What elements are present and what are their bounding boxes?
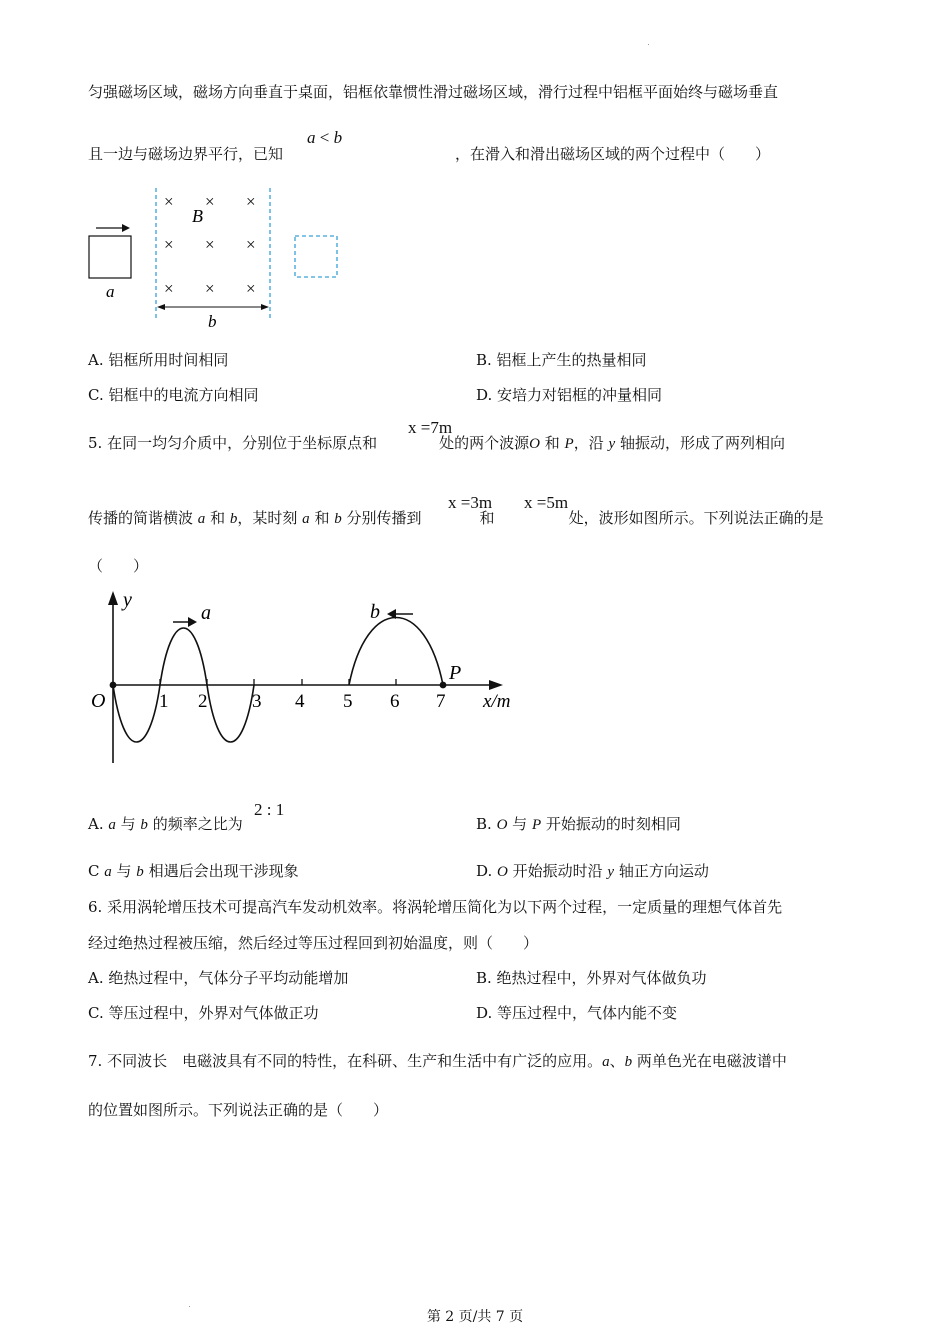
var-a: a (602, 1054, 610, 1070)
q4-stem-text: 且一边与磁场边界平行，已知 (88, 145, 284, 163)
field-cross: × (246, 279, 256, 298)
q5-text: 轴振动，形成了两列相向 (619, 434, 785, 452)
q5-text: 和 (479, 509, 495, 527)
q5-text: 传播的简谐横波 (88, 509, 194, 527)
var-P: P (564, 436, 574, 452)
wave-a-label: a (201, 602, 211, 624)
option-text: 开始振动时沿 (507, 862, 608, 880)
option-text: A. (88, 815, 109, 833)
speck (648, 44, 649, 45)
option-text: 轴正方向运动 (614, 862, 709, 880)
option-text: 与 (507, 815, 532, 833)
q4-option-c[interactable]: C. 铝框中的电流方向相同 (88, 386, 259, 404)
page-footer: 第 2 页/共 7 页 (426, 1309, 524, 1325)
tick-label-2: 2 (198, 691, 208, 712)
var-b: b (333, 128, 343, 147)
field-cross: × (164, 279, 174, 298)
q7-text: 、 (609, 1052, 625, 1070)
var-y: y (607, 864, 615, 880)
option-text: C (88, 862, 105, 880)
var-b: b (334, 511, 342, 527)
q6-stem-line2: 经过绝热过程被压缩，然后经过等压过程回到初始温度，则（ ） (88, 934, 539, 952)
tick-label-7: 7 (436, 691, 446, 712)
var-b: b (624, 1054, 633, 1070)
var-b: b (229, 511, 238, 527)
var-a: a (302, 511, 310, 527)
tick-label-4: 4 (295, 691, 305, 712)
x-axis-label: x/m (483, 691, 511, 712)
option-text: 的频率之比为 (147, 815, 243, 833)
tick-label-6: 6 (390, 691, 400, 712)
var-P: P (531, 817, 542, 833)
q7-stem-line1 (88, 1051, 787, 1072)
var-a: a (307, 128, 316, 147)
field-cross: × (205, 235, 215, 254)
q4-option-b[interactable]: B. 铝框上产生的热量相同 (476, 351, 647, 369)
q4-stem-line2 (88, 144, 770, 164)
field-cross: × (246, 192, 256, 211)
q5-text: 和 (210, 509, 226, 527)
field-cross: × (164, 192, 174, 211)
option-text: 开始振动的时刻相同 (541, 815, 681, 833)
frame-final-position (295, 236, 337, 277)
option-text: 与 (115, 815, 141, 833)
var-a: a (108, 817, 116, 833)
field-cross: × (205, 192, 215, 211)
field-cross: × (246, 235, 256, 254)
q5-ratio: 2 : 1 (254, 800, 285, 819)
q5-text: 处的两个波源 (439, 434, 530, 452)
var-O: O (497, 864, 508, 880)
q6-option-a[interactable]: A. 绝热过程中，气体分子平均动能增加 (88, 969, 349, 987)
unused-guide (349, 614, 443, 685)
q5-option-b[interactable] (476, 814, 681, 835)
label-a: a (106, 282, 115, 301)
q5-text: ，某时刻 (237, 509, 298, 527)
q5-wave-figure (85, 585, 530, 770)
q5-text: 分别传播到 (346, 509, 422, 527)
point-P-label: P (449, 662, 462, 684)
option-text: D. (476, 862, 498, 880)
label-b: b (208, 312, 217, 330)
var-y: y (608, 436, 616, 452)
q7-text: 7. 不同波长 电磁波具有不同的特性，在科研、生产和生活中有广泛的应用。 (88, 1052, 603, 1070)
q5-x7 (408, 418, 452, 438)
q5-stem-line3: （ ） (88, 557, 149, 575)
option-text: 相遇后会出现干涉现象 (143, 862, 299, 880)
q6-option-d[interactable]: D. 等压过程中，气体内能不变 (476, 1004, 678, 1022)
q5-text: 和 (544, 434, 560, 452)
var-O: O (496, 817, 508, 833)
var-a: a (104, 864, 112, 880)
wave-a-arrowhead (188, 617, 197, 627)
q6-option-b[interactable]: B. 绝热过程中，外界对气体做负功 (476, 969, 707, 987)
var-a: a (197, 511, 206, 527)
q4-option-d[interactable]: D. 安培力对铝框的冲量相同 (476, 386, 663, 404)
q4-condition (307, 128, 342, 148)
tick-label-3: 3 (252, 691, 262, 712)
q4-option-a[interactable]: A. 铝框所用时间相同 (88, 351, 229, 369)
less-than: < (315, 128, 334, 147)
q6-stem-line1: 6. 采用涡轮增压技术可提高汽车发动机效率。将涡轮增压简化为以下两个过程，一定质量的理想气体首先 (88, 898, 783, 916)
q5-option-c[interactable] (88, 861, 299, 882)
q5-text: 和 (314, 509, 330, 527)
wave-b-curve (349, 618, 443, 686)
option-text: B. (476, 815, 497, 833)
origin-label: O (91, 690, 106, 712)
tick-label-1: 1 (159, 691, 169, 712)
y-axis-arrow (108, 591, 118, 605)
q5-text: 5. 在同一均匀介质中，分别位于坐标原点和 (88, 434, 378, 452)
tick-label-5: 5 (343, 691, 353, 712)
field-cross: × (164, 235, 174, 254)
wave-b-label: b (370, 601, 380, 623)
width-arrowhead-right (261, 304, 269, 310)
option-text: 与 (111, 862, 137, 880)
q4-stem-text-tail: ，在滑入和滑出磁场区域的两个过程中（ ） (455, 145, 771, 163)
q5-option-d[interactable] (476, 861, 709, 882)
q7-text: 两单色光在电磁波谱中 (632, 1052, 787, 1070)
velocity-arrowhead (122, 224, 130, 232)
math-x7: x =7m (408, 418, 453, 437)
q5-option-a[interactable] (88, 814, 243, 835)
q5-x3 (448, 493, 492, 513)
math-x5: x =5m (524, 493, 569, 512)
q5-x5 (524, 493, 568, 513)
q6-option-c[interactable]: C. 等压过程中，外界对气体做正功 (88, 1004, 319, 1022)
q5-text: 处，波形如图所示。下列说法正确的是 (568, 509, 824, 527)
q5-text: ，沿 (573, 434, 604, 452)
width-arrowhead-left (157, 304, 165, 310)
math-x3: x =3m (448, 493, 493, 512)
q4-magnetic-field-figure (80, 180, 350, 330)
field-cross: × (205, 279, 215, 298)
q7-stem-line2: 的位置如图所示。下列说法正确的是（ ） (88, 1101, 389, 1119)
y-axis-label: y (123, 589, 132, 611)
aluminum-frame (89, 236, 131, 278)
x-axis-arrow (489, 680, 503, 690)
var-O: O (529, 436, 540, 452)
label-B: B (192, 206, 203, 226)
var-b: b (140, 817, 148, 833)
var-b: b (136, 864, 144, 880)
q4-stem-line1: 匀强磁场区域，磁场方向垂直于桌面，铝框依靠惯性滑过磁场区域，滑行过程中铝框平面始终与磁场垂直 (88, 83, 779, 101)
